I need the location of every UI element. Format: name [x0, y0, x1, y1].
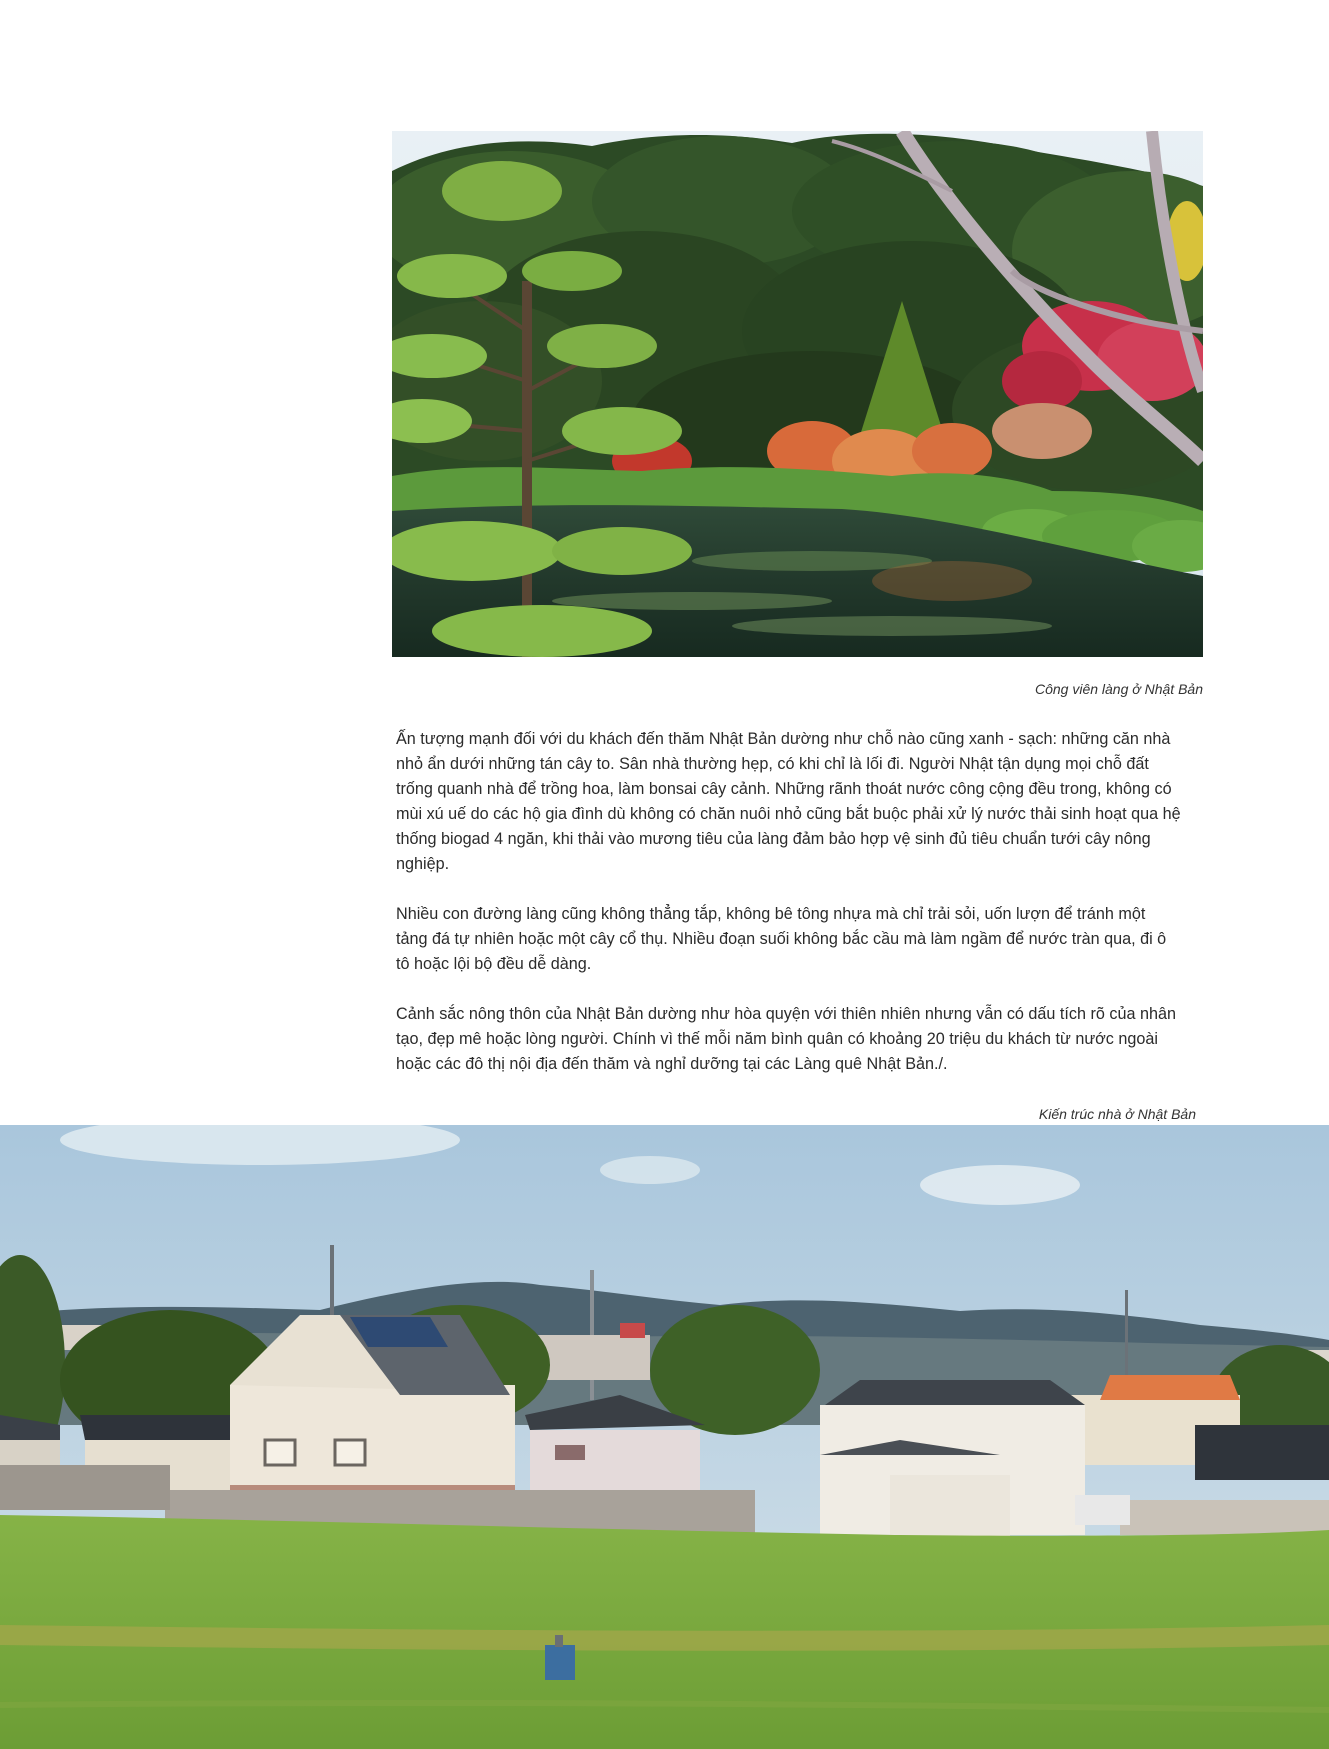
article-paragraph-3: Cảnh sắc nông thôn của Nhật Bản dường như hòa quyện với thiên nhiên nhưng vẫn có dấu tích rõ của nhân tạo, đẹp mê hoặc lòng người. Chính vì thế mỗi năm bình quân có khoảng 20 triệu du khách từ nước ngoài hoặc các đô thị nội địa đến thăm và nghỉ dưỡng tại các Làng quê Nhật Bản./. — [396, 1005, 1177, 1073]
bottom-photo-caption: Kiến trúc nhà ở Nhật Bản — [1038, 1106, 1196, 1122]
article-paragraph-1: Ấn tượng mạnh đối với du khách đến thăm Nhật Bản dường như chỗ nào cũng xanh - sạch: những căn nhà nhỏ ẩn dưới những tán cây to. Sân nhà thường hẹp, có khi chỉ là lối đi. Người Nhật tận dụng mọi chỗ đất trống quanh nhà để trồng hoa, làm bonsai cây cảnh. Những rãnh thoát nước công cộng đều trong, không có mùi xú uế do các hộ gia đình dù không có chăn nuôi nhỏ cũng bắt buộc phải xử lý nước thải sinh hoạt qua hệ thống biogad 4 ngăn, khi thải vào mương tiêu của làng đảm bảo hợp vệ sinh đủ tiêu chuẩn tưới cây nông nghiệp. — [396, 730, 1181, 873]
top-photo-caption: Công viên làng ở Nhật Bản — [1034, 681, 1203, 697]
village-park-photo — [392, 131, 1203, 657]
article-paragraph-2: Nhiều con đường làng cũng không thẳng tắp, không bê tông nhựa mà chỉ trải sỏi, uốn lượn để tránh một tảng đá tự nhiên hoặc một cây cổ thụ. Nhiều đoạn suối không bắc cầu mà làm ngầm để nước tràn qua, đi ô tô hoặc lội bộ đều dễ dàng. — [396, 905, 1167, 973]
village-houses-photo — [0, 1125, 1329, 1749]
article-body — [396, 727, 1181, 1102]
